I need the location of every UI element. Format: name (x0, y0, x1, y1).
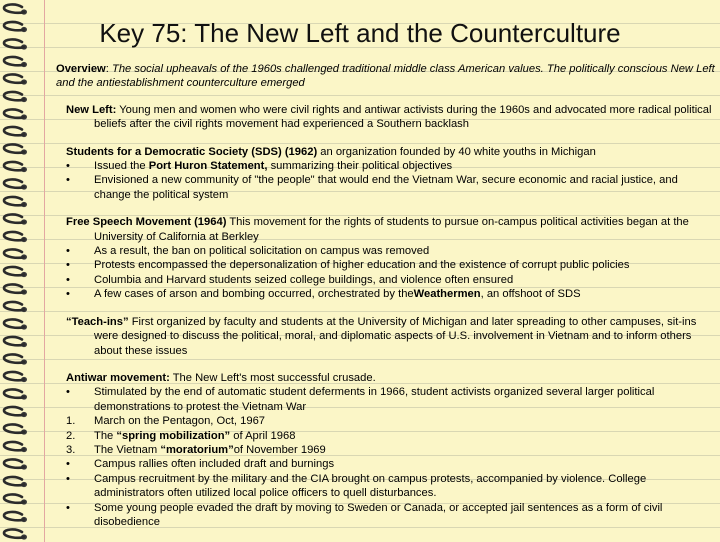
teach-ins-text: First organized by faculty and students at the University of Michigan and later spreading to other campuses, sit-ins were designed to discuss the political, moral, and diplomatic aspects of U.S. involvement in Vietnam and to inform others about these issues (94, 315, 697, 357)
antiwar-text: The New Left's most successful crusade. (172, 371, 376, 384)
section-antiwar (66, 371, 716, 529)
section-free-speech (66, 215, 716, 301)
overview-label: Overview (56, 63, 106, 75)
sds-text: an organization founded by 40 white youths in Michigan (320, 145, 596, 158)
binding-ring (4, 197, 24, 205)
list-marker: • (66, 160, 70, 173)
teach-ins-label: “Teach-ins” (66, 315, 129, 328)
list-item (66, 457, 716, 471)
binding-ring (4, 57, 24, 65)
binding-ring (4, 109, 24, 117)
new-left-paragraph (66, 103, 716, 132)
binding-ring (4, 424, 24, 432)
antiwar-label: Antiwar movement: (66, 371, 170, 384)
antiwar-list (66, 385, 716, 529)
list-marker: • (66, 472, 70, 485)
notes-content (56, 62, 716, 542)
list-marker: • (66, 259, 70, 272)
section-sds (66, 145, 716, 203)
binding-ring (4, 494, 24, 502)
list-item-pre: Envisioned a new community of "the people" that would end the Vietnam War, secure economic and racial justice, and change the political system (94, 174, 678, 201)
binding-ring (4, 127, 24, 135)
binding-ring (4, 162, 24, 170)
list-item-bold: Port Huron Statement, (148, 160, 268, 173)
fsm-heading (66, 215, 716, 244)
binding-ring (4, 92, 24, 100)
list-item (66, 258, 716, 272)
sds-heading (66, 145, 716, 159)
list-item-pre: March on the Pentagon, Oct, 1967 (94, 415, 266, 428)
list-item-bold: “spring mobilization” (116, 429, 231, 442)
list-item-pre: Issued the (94, 160, 149, 173)
binding-ring (4, 354, 24, 362)
binding-ring (4, 337, 24, 345)
list-marker: • (66, 174, 70, 187)
binding-ring (4, 319, 24, 327)
antiwar-heading (66, 371, 716, 385)
list-item-pre: A few cases of arson and bombing occurred, orchestrated by the (94, 288, 414, 301)
list-item (66, 244, 716, 258)
binding-ring (4, 74, 24, 82)
new-left-label: New Left: (66, 103, 117, 116)
list-item-pre: Campus recruitment by the military and the CIA brought on campus protests, accompanied by violence. College administrators often utilized local police officers to quell disturbances. (94, 472, 647, 500)
binding-ring (4, 179, 24, 187)
list-item (66, 501, 716, 530)
binding-ring (4, 144, 24, 152)
list-item-pre: Columbia and Harvard students seized college buildings, and violence often ensured (94, 273, 514, 286)
binding-ring (4, 477, 24, 485)
sds-list (66, 159, 716, 202)
list-item-pre: Campus rallies often included draft and burnings (94, 458, 335, 471)
list-item-pre: The (94, 429, 117, 442)
binding-ring (4, 267, 24, 275)
notebook-spiral (0, 0, 44, 540)
list-item-post: , an offshoot of SDS (480, 288, 581, 301)
overview-text: The social upheavals of the 1960s challenged traditional middle class American values. The politically conscious New Left and the antiestablishment counterculture emerged (56, 63, 715, 90)
binding-ring (4, 249, 24, 257)
list-item-pre: Protests encompassed the depersonalization of higher education and the existence of corrupt public policies (94, 259, 630, 272)
list-item (66, 414, 716, 428)
binding-ring (4, 284, 24, 292)
list-marker: • (66, 501, 70, 514)
list-item-bold: “moratorium” (160, 443, 234, 456)
fsm-label: Free Speech Movement (1964) (66, 216, 227, 229)
list-item-pre: The Vietnam (94, 443, 161, 456)
list-marker: • (66, 458, 70, 471)
binding-ring (4, 529, 24, 537)
list-item (66, 429, 716, 443)
list-item (66, 173, 716, 202)
list-item-bold: Weathermen (413, 288, 481, 301)
list-item-post: summarizing their political objectives (267, 160, 453, 173)
binding-ring (4, 214, 24, 222)
sds-label: Students for a Democratic Society (SDS) (1962) (66, 145, 318, 158)
fsm-list (66, 244, 716, 302)
binding-ring (4, 232, 24, 240)
list-item (66, 273, 716, 287)
list-item-post: of April 1968 (230, 429, 296, 442)
new-left-text: Young men and women who were civil rights and antiwar activists during the 1960s and advocated more radical political beliefs after the civil rights movement had experienced a Southern backlash (94, 103, 712, 131)
list-marker: • (66, 273, 70, 286)
list-item-pre: Stimulated by the end of automatic student deferments in 1966, student activists organized several larger political demonstrations to protest the Vietnam War (94, 386, 655, 413)
section-new-left (66, 103, 716, 132)
binding-ring (4, 389, 24, 397)
list-item (66, 385, 716, 414)
list-marker: • (66, 288, 70, 301)
list-item-pre: Some young people evaded the draft by moving to Sweden or Canada, or accepted jail sentences as a form of civil disobedience (94, 501, 663, 528)
fsm-text: This movement for the rights of students to pursue on-campus political activities began at the University of California at Berkley (94, 216, 689, 243)
list-item (66, 443, 716, 457)
binding-ring (4, 512, 24, 520)
list-item-pre: As a result, the ban on political solicitation on campus was removed (94, 245, 430, 258)
list-marker: 2. (66, 429, 76, 442)
binding-ring (4, 407, 24, 415)
binding-ring (4, 4, 24, 12)
list-item (66, 159, 716, 173)
page-title: Key 75: The New Left and the Counterculture (99, 18, 621, 48)
list-item-post: of November 1969 (233, 443, 326, 456)
list-marker: 3. (66, 443, 76, 456)
list-item (66, 472, 716, 501)
binding-ring (4, 372, 24, 380)
section-teach-ins (66, 315, 716, 358)
list-item (66, 287, 716, 301)
list-marker: 1. (66, 415, 76, 428)
binding-ring (4, 442, 24, 450)
list-marker: • (66, 245, 70, 258)
teach-ins-paragraph (66, 315, 716, 358)
binding-ring (4, 302, 24, 310)
overview-paragraph: Overview: The social upheavals of the 1960s challenged traditional middle class American values. The politically conscious New Left and the antiestablishment counterculture emerged (56, 63, 715, 90)
binding-ring (4, 459, 24, 467)
list-marker: • (66, 386, 70, 399)
